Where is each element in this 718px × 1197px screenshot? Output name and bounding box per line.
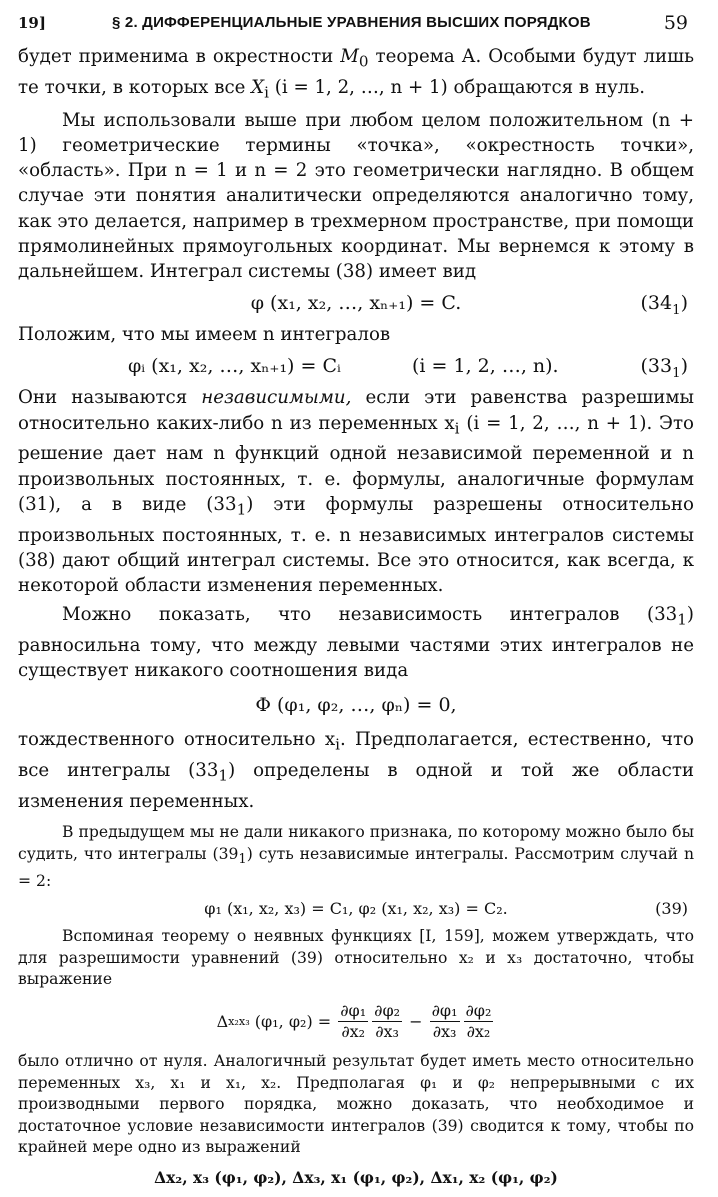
paragraph-8: Вспоминая теорему о неявных функциях [I, 159], можем утверждать, что для разрешимости уравнений (39) относительно x₂ и x₃ достаточно, чтобы выражение [18,927,694,989]
fraction-1: $\frac{\text{∂φ₁}}{\text{∂x₂}}$ [340,1000,367,1041]
equation-phi-body: Φ (φ₁, φ₂, …, φₙ) = 0, [255,694,457,717]
paragraph-4: Они называются независимыми, если эти равенства разрешимы относительно каких-либо n из переменных $x_i$ (i = 1, 2, …, n + 1). Это решение дает нам n функций одной независимой переменной и n произвольных постоянных, т. е. формулы, аналогичные формулам (31), а в виде $(33_1)$ эти формулы разрешены относительно произвольных постоянных, т. е. n независимых интегралов системы (38) дают общий интеграл системы. Все это относится, как всегда, к некоторой области изменения переменных. [18,387,695,597]
running-header [18,12,694,38]
fraction-4: $\frac{\text{∂φ₂}}{\text{∂x₂}}$ [465,1000,492,1041]
equation-33-body: φᵢ (x₁, x₂, …, xₙ₊₁) = Cᵢ [128,355,341,378]
chapter-title: § 2. ДИФФЕРЕНЦИАЛЬНЫЕ УРАВНЕНИЯ ВЫСШИХ ПОРЯДКОВ [112,14,591,31]
jacobian-equation: Δ x₂x₃ (φ₁, φ₂) = $\frac{\text{∂φ₁}}{\text{∂x₂}}$ $\frac{\text{∂φ₂}}{\text{∂x₃}}$ − $\frac{\text{∂φ₁}}{\text{∂x₃}}$ $\frac{\text{∂φ₂}}{\text{∂x₂}}$ [216,1000,492,1041]
paragraph-9: было отлично от нуля. Аналогичный результат будет иметь место относительно переменных x₃, x₁ и x₁, x₂. Предполагая φ₁ и φ₂ непрерывными с их производными первого порядка, можно доказать, что необходимое и достаточное условие независимости интегралов (39) сводится к тому, чтобы по крайней мере одно из выражений [18,1052,694,1157]
equation-33-label: $(33_1)$ [640,355,688,382]
page-number: 59 [663,12,688,34]
fraction-3: $\frac{\text{∂φ₁}}{\text{∂x₃}}$ [431,1000,458,1041]
paragraph-5: Можно показать, что независимость интегралов $(33_1)$ равносильна тому, что между левыми частями этих интегралов не существует никакого соотношения вида [18,604,694,682]
paragraph-6: тождественного относительно $x_i$. Предполагается, естественно, что все интегралы $(33_1)$ определены в одной и той же области изменения переменных. [18,729,694,813]
book-page [18,12,694,1197]
final-expression-list: Δx₂, x₃ (φ₁, φ₂), Δx₃, x₁ (φ₁, φ₂), Δx₁, x₂ (φ₁, φ₂) [154,1168,558,1187]
equation-39-label: (39) [655,899,688,919]
equation-33-range: (i = 1, 2, …, n). [412,355,559,378]
equation-34-body: φ (x₁, x₂, …, xₙ₊₁) = C. [250,292,462,315]
paragraph-1: будет применима в окрестности $M_0$ теорема А. Особыми будут лишь те точки, в которых все $X_i$ (i = 1, 2, …, n + 1) обращаются в нуль. [18,46,694,102]
section-mark: 19] [18,14,46,32]
paragraph-2: Мы использовали выше при любом целом положительном (n + 1) геометрические термины «точка», «окрестность точки», «область». При n = 1 и n = 2 это геометрически наглядно. В общем случае эти понятия аналитически определяются аналогично тому, как это делается, например в трехмерном пространстве, при помощи прямолинейных прямоугольных координат. Мы вернемся к этому в дальнейшем. Интеграл системы (38) имеет вид [18,109,694,282]
emphasis-independent: независимыми, [201,387,352,409]
equation-34-label: $(34_1)$ [640,292,688,318]
paragraph-3: Положим, что мы имеем n интегралов [18,324,391,346]
equation-39 [18,892,694,926]
equation-34 [18,284,694,322]
equation-phi [18,683,694,727]
fraction-2: $\frac{\text{∂φ₂}}{\text{∂x₃}}$ [374,1000,401,1041]
equation-33 [18,347,694,385]
paragraph-7: В предыдущем мы не дали никакого признака, по которому можно было бы судить, что интегралы $(39_1)$ суть независимые интегралы. Рассмотрим случай n = 2: [18,823,694,890]
equation-39-body: φ₁ (x₁, x₂, x₃) = C₁, φ₂ (x₁, x₂, x₃) = C₂. [204,899,508,919]
